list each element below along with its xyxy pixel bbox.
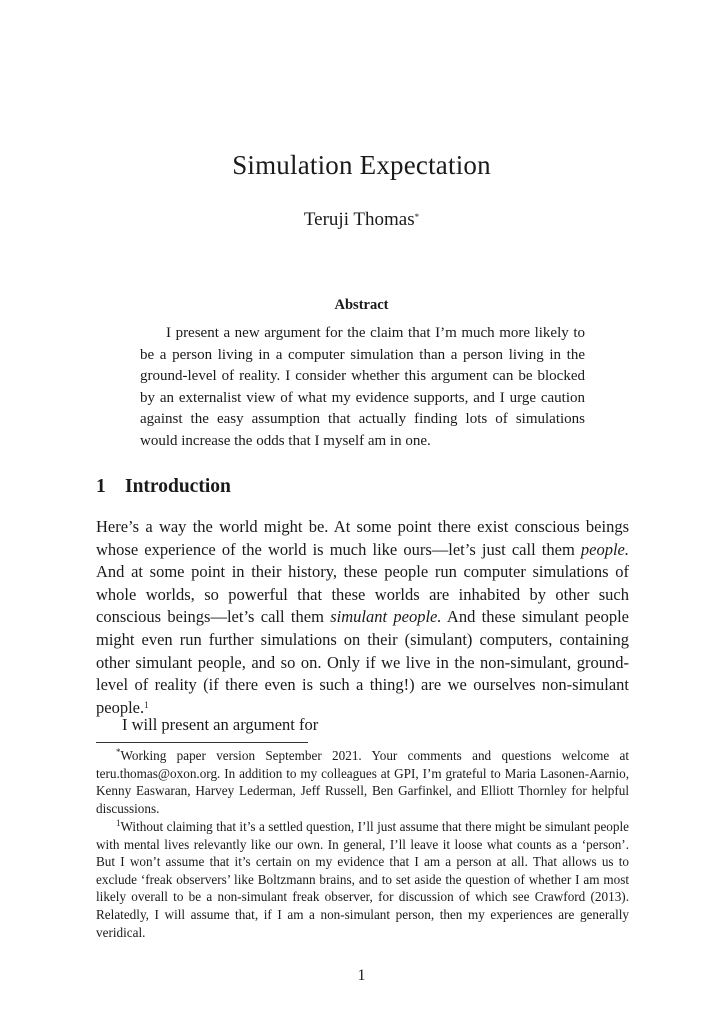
body-text: And these simulant people might even run further simulations on their (simulant) computers, containing other simulant people, and so on. Only if we live in the non-simulant, ground-level of reality (if there even is such a thing!) are we ourselves non-simulant people. (96, 607, 629, 717)
footnote-1 (96, 747, 629, 817)
body-text: And at some point in their history, these people run computer simulations of whole worlds, so powerful that these worlds are inhabited by other such conscious beings—let’s call them (96, 562, 629, 627)
author-footnote-mark[interactable]: * (414, 212, 420, 222)
body-text: Here’s a way the world might be. At some point there exist conscious beings whose experience of the world is much like ours—let’s just call them (96, 517, 629, 559)
footnote-rule (96, 742, 308, 743)
section-heading (96, 476, 231, 498)
abstract-text: I present a new argument for the claim that I’m much more likely to be a person living in a computer simulation than a person living in the ground-level of reality. I consider whether this argument can be blocked by an externalist view of what my evidence supports, and I urge caution against the easy assumption that actually finding lots of simulations would increase the odds that I myself am in one. (140, 325, 585, 449)
footnote-text: Working paper version September 2021. Your comments and questions welcome at teru.thomas@oxon.org. In addition to my colleagues at GPI, I’m grateful to Maria Lasonen-Aarnio, Kenny Easwaran, Harvey Lederman, Jeff Russell, Ben Garfinkel, and Elliott Thornley for helpful discussions. (96, 748, 629, 816)
footnote-2 (96, 818, 629, 941)
section-number: 1 (96, 476, 106, 497)
paper-title: Simulation Expectation (232, 150, 491, 180)
author-name: Teruji Thomas (303, 209, 415, 230)
author-line (0, 209, 723, 231)
emphasis-simulant-people: simulant people. (330, 607, 442, 627)
section-title: Introduction (125, 476, 231, 497)
body-paragraph (96, 516, 629, 719)
body-paragraph-2: I will present an argument for (122, 715, 319, 734)
emphasis-people: people. (580, 539, 629, 559)
page-number: 1 (357, 967, 366, 984)
footnote-mark: * (116, 747, 121, 757)
footnote-text: Without claiming that it’s a settled question, I’ll just assume that there might be simulant people with mental lives relevantly like our own. In general, I’ll leave it loose what counts as a ‘person’. But I won’t assume that it’s certain on my evidence that I am a person at all. That allows us to exclude ‘freak observers’ like Boltzmann brains, and to set aside the question of whether I am most likely overall to be a non-simulant freak observer, for discussion of which see Crawford (2013). Relatedly, I will assume that, if I am a non-simulant person, then my experiences are generally veridical. (96, 819, 629, 940)
abstract-heading: Abstract (334, 297, 389, 313)
footnote-mark: 1 (116, 818, 121, 828)
footnote-ref[interactable]: 1 (144, 699, 149, 710)
